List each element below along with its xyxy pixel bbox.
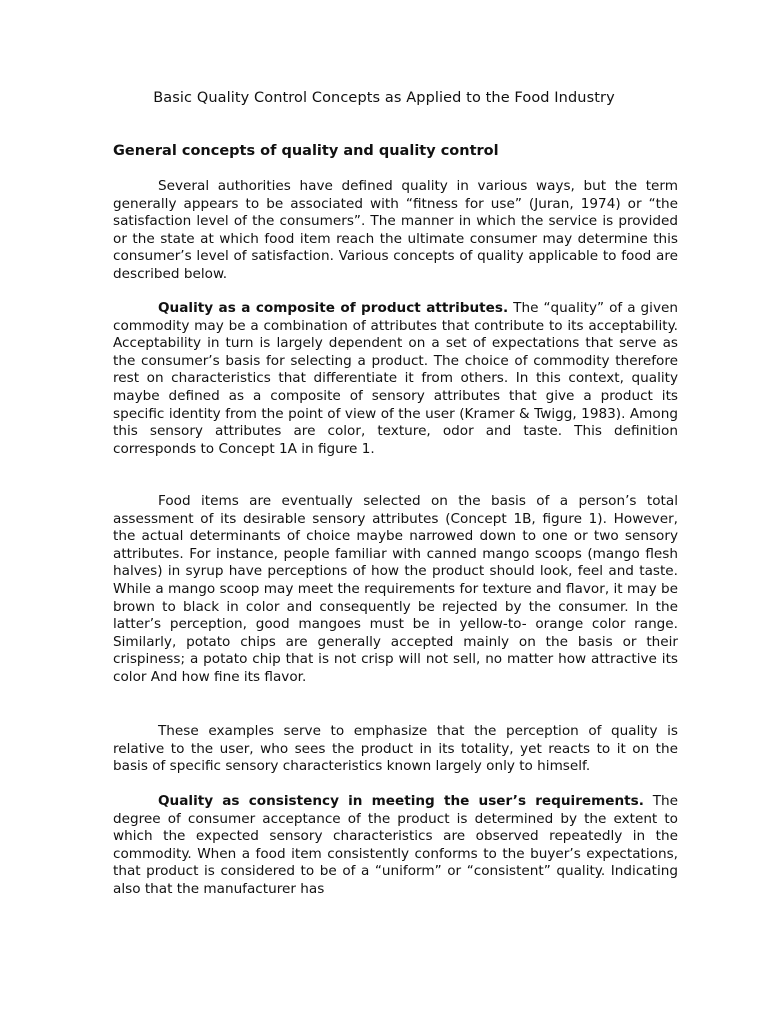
paragraph-lead-composite: Quality as a composite of product attributes. [158, 300, 509, 316]
paragraph-lead-consistency: Quality as consistency in meeting the user’s requirements. [158, 793, 644, 809]
paragraph-body-consistency: The degree of consumer acceptance of the product is determined by the extent to which the expected sensory characteristics are observed repeatedly in the commodity. When a food item consistently conforms to the buyer’s expectations, that product is considered to be of a “uniform” or “consistent” quality. Indicating also that the manufacturer has [113, 793, 678, 897]
paragraph-quality-definitions: Several authorities have defined quality in various ways, but the term generally appears to be associated with “fitness for use” (Juran, 1974) or “the satisfaction level of the consumers”. The manner in which the service is provided or the state at which food item reach the ultimate consumer may determine this consumer’s level of satisfaction. Various concepts of quality applicable to food are described below. [113, 178, 678, 282]
paragraph-body-composite: The “quality” of a given commodity may be a combination of attributes that contribute to its acceptability. Acceptability in turn is largely dependent on a set of expectations that serve as the consumer’s basis for selecting a product. The choice of commodity therefore rest on characteristics that differentiate it from others. In this context, quality maybe defined as a composite of sensory attributes that give a product its specific identity from the point of view of the user (Kramer & Twigg, 1983). Among this sensory attributes are color, texture, odor and taste. This definition corresponds to Concept 1A in figure 1. [113, 300, 678, 457]
paragraph-food-selection: Food items are eventually selected on the basis of a person’s total assessment of its desirable sensory attributes (Concept 1B, figure 1). However, the actual determinants of choice maybe narrowed down to one or two sensory attributes. For instance, people familiar with canned mango scoops (mango flesh halves) in syrup have perceptions of how the product should look, feel and taste. While a mango scoop may meet the requirements for texture and flavor, it may be brown to black in color and consequently be rejected by the consumer. In the latter’s perception, good mangoes must be in yellow-to- orange color range. Similarly, potato chips are generally accepted mainly on the basis or their crispiness; a potato chip that is not crisp will not sell, no matter how attractive its color And how fine its flavor. [113, 493, 678, 685]
paragraph-perception-relative: These examples serve to emphasize that the perception of quality is relative to the user, who sees the product in its totality, yet reacts to it on the basis of specific sensory characteristics known largely only to himself. [113, 723, 678, 775]
section-heading: General concepts of quality and quality control [113, 143, 499, 159]
paragraph-consistency [113, 793, 678, 899]
document-title: Basic Quality Control Concepts as Applied to the Food Industry [153, 90, 615, 106]
paragraph-composite-attributes [113, 300, 678, 458]
